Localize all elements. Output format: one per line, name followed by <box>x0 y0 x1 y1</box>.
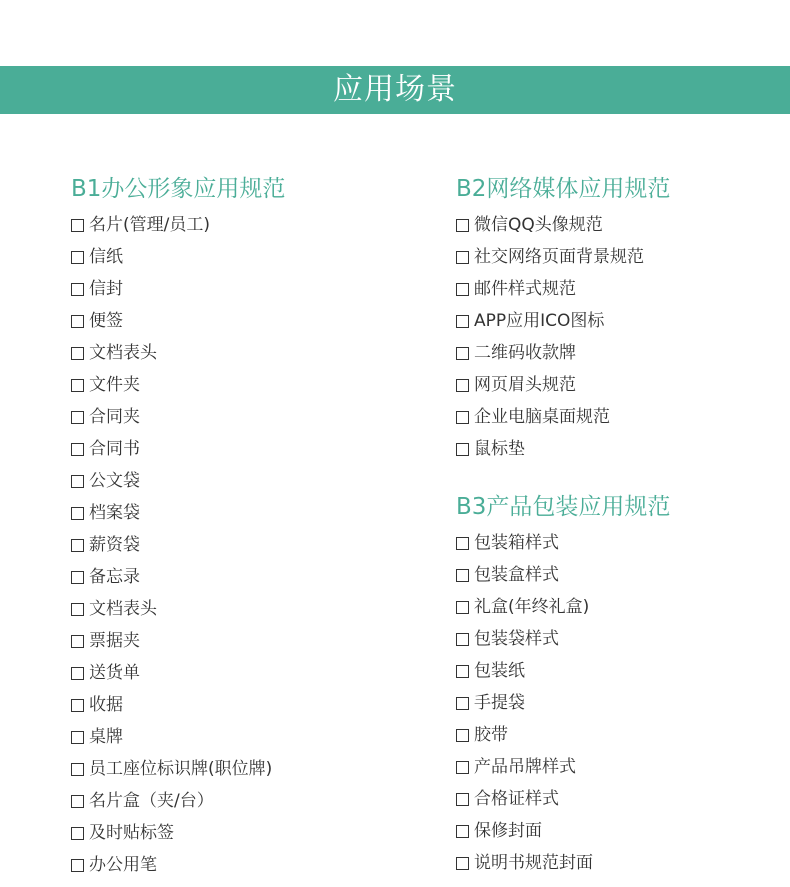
checkbox-icon <box>71 795 84 808</box>
checklist-item <box>71 465 285 497</box>
checklist-item <box>456 273 670 305</box>
checkbox-icon <box>71 667 84 680</box>
checklist-item <box>71 305 285 337</box>
checklist <box>456 527 670 879</box>
checkbox-icon <box>71 443 84 456</box>
checklist-item-label: 包装袋样式 <box>474 629 559 649</box>
checkbox-icon <box>456 633 469 646</box>
checklist-item <box>456 559 670 591</box>
checkbox-icon <box>71 219 84 232</box>
checklist-item-label: 产品吊牌样式 <box>474 757 576 777</box>
checklist-item <box>456 209 670 241</box>
checklist-item <box>71 369 285 401</box>
checkbox-icon <box>456 443 469 456</box>
checklist-item <box>456 815 670 847</box>
checklist-item <box>71 817 285 849</box>
checkbox-icon <box>456 219 469 232</box>
checklist-item-label: 票据夹 <box>89 631 140 651</box>
checklist-item-label: 礼盒(年终礼盒) <box>474 597 590 617</box>
checklist-item-label: 合格证样式 <box>474 789 559 809</box>
checklist-item <box>456 305 670 337</box>
checklist-item <box>71 273 285 305</box>
checklist-item <box>71 529 285 561</box>
checklist-item <box>456 337 670 369</box>
checkbox-icon <box>71 827 84 840</box>
checklist-item <box>456 591 670 623</box>
checkbox-icon <box>456 411 469 424</box>
checklist-item-label: 公文袋 <box>89 471 140 491</box>
checklist-item <box>456 655 670 687</box>
checklist-item-label: 便签 <box>89 311 123 331</box>
checkbox-icon <box>71 699 84 712</box>
checklist-item <box>71 593 285 625</box>
checklist-item <box>456 719 670 751</box>
checklist-item-label: 信纸 <box>89 247 123 267</box>
checkbox-icon <box>71 763 84 776</box>
checklist-item <box>456 527 670 559</box>
checkbox-icon <box>456 857 469 870</box>
checklist-item-label: 及时贴标签 <box>89 823 174 843</box>
section-title: B3产品包装应用规范 <box>456 494 671 520</box>
checklist-item-label: 包装纸 <box>474 661 525 681</box>
checkbox-icon <box>71 635 84 648</box>
checklist-item <box>456 687 670 719</box>
section-b3 <box>456 492 670 879</box>
checkbox-icon <box>71 475 84 488</box>
checklist-item <box>71 337 285 369</box>
checkbox-icon <box>456 793 469 806</box>
checkbox-icon <box>71 859 84 872</box>
header-banner <box>0 66 790 114</box>
checklist-item <box>456 369 670 401</box>
checklist-item <box>456 847 670 879</box>
checkbox-icon <box>456 665 469 678</box>
checkbox-icon <box>456 697 469 710</box>
checkbox-icon <box>456 315 469 328</box>
checklist-item <box>456 751 670 783</box>
checkbox-icon <box>71 571 84 584</box>
checklist-item <box>71 209 285 241</box>
checkbox-icon <box>71 603 84 616</box>
section-b1 <box>71 174 285 881</box>
checklist-item <box>71 561 285 593</box>
checklist-item-label: 保修封面 <box>474 821 542 841</box>
checkbox-icon <box>71 347 84 360</box>
checklist-item-label: 二维码收款牌 <box>474 343 576 363</box>
checklist-item-label: 名片(管理/员工) <box>89 215 210 235</box>
checkbox-icon <box>71 507 84 520</box>
checklist-item-label: 信封 <box>89 279 123 299</box>
checklist-item-label: 文档表头 <box>89 599 157 619</box>
checkbox-icon <box>456 251 469 264</box>
section-b2 <box>456 174 670 465</box>
page-title: 应用场景 <box>333 72 457 107</box>
checklist-item <box>456 401 670 433</box>
checkbox-icon <box>456 601 469 614</box>
checkbox-icon <box>456 825 469 838</box>
checkbox-icon <box>456 729 469 742</box>
checklist-item-label: 合同书 <box>89 439 140 459</box>
checklist-item-label: 包装盒样式 <box>474 565 559 585</box>
checklist-item <box>71 849 285 881</box>
checklist-item-label: 备忘录 <box>89 567 140 587</box>
checkbox-icon <box>456 347 469 360</box>
checklist-item <box>456 241 670 273</box>
checklist-item <box>71 625 285 657</box>
checklist-item-label: 手提袋 <box>474 693 525 713</box>
checklist <box>456 209 670 465</box>
checklist-item <box>71 785 285 817</box>
checklist <box>71 209 285 881</box>
checklist-item-label: 胶带 <box>474 725 508 745</box>
checklist-item-label: 邮件样式规范 <box>474 279 576 299</box>
checklist-item-label: 鼠标垫 <box>474 439 525 459</box>
checklist-item-label: 社交网络页面背景规范 <box>474 247 644 267</box>
checklist-item-label: 名片盒（夹/台） <box>89 791 214 811</box>
checklist-item-label: 文件夹 <box>89 375 140 395</box>
checklist-item <box>71 401 285 433</box>
checkbox-icon <box>71 411 84 424</box>
checklist-item-label: 企业电脑桌面规范 <box>474 407 610 427</box>
checkbox-icon <box>71 283 84 296</box>
checklist-item-label: 收据 <box>89 695 123 715</box>
checklist-item-label: 档案袋 <box>89 503 140 523</box>
checklist-item <box>71 433 285 465</box>
section-title: B1办公形象应用规范 <box>71 176 286 202</box>
checklist-item-label: 包装箱样式 <box>474 533 559 553</box>
section-title: B2网络媒体应用规范 <box>456 176 671 202</box>
checklist-item <box>456 783 670 815</box>
checkbox-icon <box>71 379 84 392</box>
checkbox-icon <box>71 251 84 264</box>
checkbox-icon <box>456 379 469 392</box>
checklist-item-label: 桌牌 <box>89 727 123 747</box>
checkbox-icon <box>456 537 469 550</box>
checkbox-icon <box>456 761 469 774</box>
checklist-item-label: 薪资袋 <box>89 535 140 555</box>
checkbox-icon <box>456 283 469 296</box>
checklist-item-label: APP应用ICO图标 <box>474 311 605 331</box>
checklist-item-label: 员工座位标识牌(职位牌) <box>89 759 273 779</box>
checklist-item <box>71 689 285 721</box>
checklist-item-label: 网页眉头规范 <box>474 375 576 395</box>
checkbox-icon <box>71 731 84 744</box>
checklist-item <box>71 657 285 689</box>
checklist-item <box>71 753 285 785</box>
checklist-item-label: 送货单 <box>89 663 140 683</box>
checklist-item <box>71 497 285 529</box>
checklist-item <box>456 433 670 465</box>
checklist-item <box>456 623 670 655</box>
checkbox-icon <box>71 315 84 328</box>
checklist-item <box>71 721 285 753</box>
checkbox-icon <box>71 539 84 552</box>
checklist-item-label: 合同夹 <box>89 407 140 427</box>
checklist-item-label: 办公用笔 <box>89 855 157 875</box>
checkbox-icon <box>456 569 469 582</box>
checklist-item <box>71 241 285 273</box>
checklist-item-label: 说明书规范封面 <box>474 853 593 873</box>
checklist-item-label: 文档表头 <box>89 343 157 363</box>
checklist-item-label: 微信QQ头像规范 <box>474 215 603 235</box>
